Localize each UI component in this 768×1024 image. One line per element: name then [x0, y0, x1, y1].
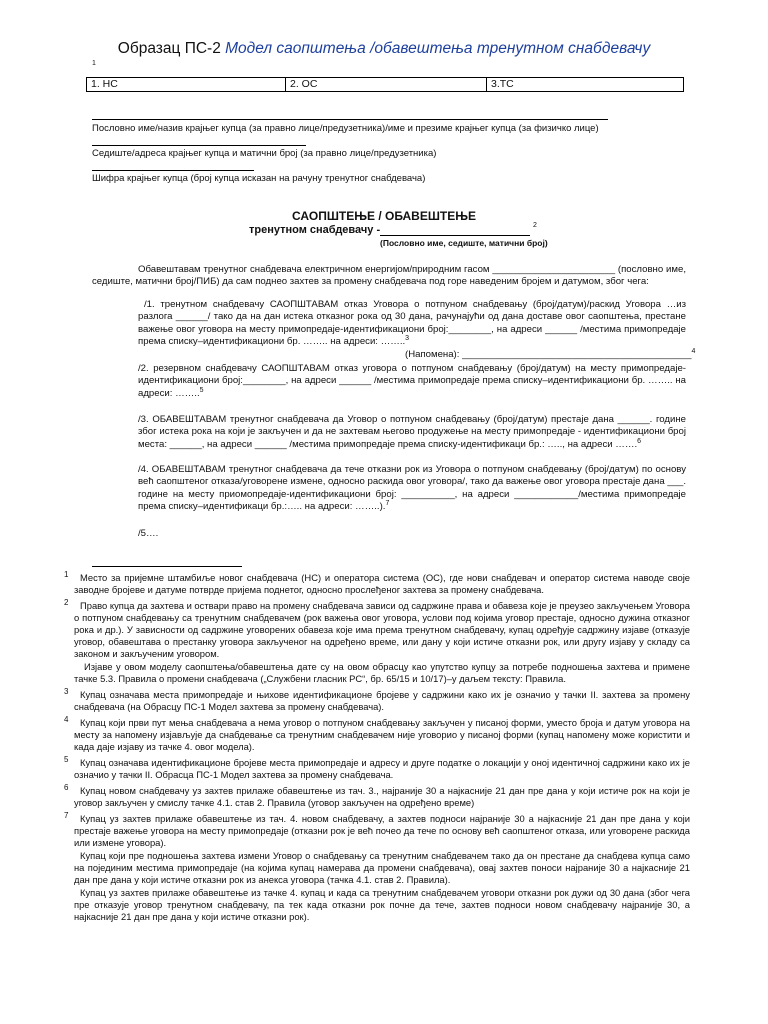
field-label-customer-address: Седиште/адреса крајњег купца и матични број (за правно лице/предузетника) [92, 148, 437, 159]
footnote-num: 7 [64, 811, 69, 820]
footnote-text: Право купца да захтева и оствари право на промену снабдевача зависи од садржине права и обавеза које је преузео закључењем Уговора о потпуном снабдевању са тренутним снабдевачем (рок важења овог уговора, услови под којима уговор престаје, односно дужина отказног рока и др.). У зависности од садржине уговорених обавеза које има према тренутном снабдевачу, купац одређује садржину изјаве (отказује уговор, обавештава о престанку уговора закљученог на одређено време, или дану у који истиче отказни рок, или другу изјаву у складу са законом и закљученим уговором. [74, 600, 690, 659]
napomena-text: (Напомена): ___________________________________________ [405, 349, 692, 360]
intro-paragraph: Обавештавам тренутног снабдевача електричном енергијом/природним гасом _______________________ (пословно име, седиште, матични број/ПИБ) да сам поднео захтев за промену снабдевача под горе наведеним бројем и датумом, због чега: [92, 264, 686, 288]
footnote-3 [64, 689, 690, 713]
footnote-num: 6 [64, 783, 69, 792]
recipient-type-table [86, 77, 684, 92]
footnote-separator [92, 566, 242, 567]
field-line-customer-address[interactable] [92, 145, 306, 146]
footnote-ref-5: 5 [199, 386, 204, 394]
footnotes [64, 572, 690, 923]
field-line-customer-name[interactable] [92, 119, 608, 120]
item-2-text: /2. резервном снабдевачу САОПШТАВАМ отказ уговора о потпуном снабдевању (број/датум) на месту примопредаје-идентификациони број:________, на адреси ______ /местима примопредаје према списку–идентификациони бр. …….. на адреси: …….. [138, 363, 686, 399]
item-1-text: /1. тренутном снабдевачу САОПШТАВАМ отказ Уговора о потпуном снабдевању (број/датум)/раскид Уговора …из разлога ______/ тако да на дан истека отказног рока од 30 дана, рачунајући од дана доставе овог саопштења, престане важење овог уговора на месту примопредаје-идентификациони број:________, на адреси ______ /местима примопредаје према списку–идентификациони бр. …….. на адреси: …….. [138, 299, 686, 348]
item-4-paragraph [138, 464, 686, 514]
item-2-paragraph [138, 363, 686, 400]
footnote-4 [64, 717, 690, 753]
footnote-7 [64, 813, 690, 849]
footnote-7-continued-a [64, 850, 690, 886]
item-4-text: /4. ОБАВЕШТАВАМ тренутног снабдевача да тече отказни рок из Уговора о потпуном снабдевању (број/датум) по основу већ саопштеног отказа/уговорене измене, односно раскида овог уговора/, тако да важење овог уговора престаје дана ___. године на месту приомопредаје-идентификациони број: __________, на адреси ____________/местима примопредаје према списку–идентификаци бр.:….. на адреси: ……..). [138, 464, 686, 513]
footnote-text: Купац новом снабдевачу уз захтев прилаже обавештење из тач. 3., најраније 30 а најкасније 21 дан пре дана у који истиче рок на који је уговор закључен у смислу тачке 4.1. став 2. Правила (уговор закључен на одређено време) [74, 785, 690, 808]
footnote-ref-4: 4 [691, 347, 696, 355]
footnote-ref-6: 6 [637, 437, 642, 445]
footnote-7-continued-b [64, 887, 690, 923]
type-cell-ts: 3.ТС [487, 78, 684, 92]
field-label-customer-name: Пословно име/назив крајњег купца (за правно лице/предузетника)/име и презиме крајњег купца (за физичко лице) [92, 123, 599, 134]
footnote-num: 5 [64, 755, 69, 764]
footnote-text: Изјаве у овом моделу саопштења/обавештења дате су на овом обрасцу као упутство купцу за потребе подношења захтева и примене тачке 5.3. Правила о промени снабдевача („Службени гласник РС“, бр. 65/15 и 10/17)–у даљем тексту: Правила. [74, 661, 690, 684]
footnote-num: 4 [64, 715, 69, 724]
recipient-hint: (Пословно име, седиште, матични број) [380, 238, 548, 248]
footnote-text: Место за пријемне штамбиље новог снабдевача (НС) и оператора система (ОС), где нови снабдевач и оператор система наводе своје заводне бројеве и датуме потврде пријема поднетог, односно прослеђеног захтева за промену снабдевача. [74, 572, 690, 595]
footnote-text: Купац означава места примопредаје и њихове идентификационе бројеве у садржини како их је означио у тачки II. захтева за промену снабдевача (на Обрасцу ПС-1 Модел захтева за промену снабдевача). [74, 689, 690, 712]
footnote-text: Купац уз захтев прилаже обавештење из тач. 4. новом снабдевачу, а захтев подноси најраније 30 а најкасније 21 дан пре дана у који престаје важење уговора на месту примопредаје (отказни рок је већ почео да тече по основу већ саопштеног отказа, или уговорене раскида или измене уговора). [74, 813, 690, 848]
form-title [0, 40, 768, 58]
item-5-text: /5…. [138, 528, 159, 539]
type-cell-ns: 1. НС [87, 78, 286, 92]
field-label-customer-code: Шифра крајњег купца (број купца исказан на рачуну тренутног снабдевача) [92, 173, 426, 184]
item-1-paragraph [138, 299, 686, 349]
recipient-label: тренутном снабдевачу - [249, 224, 381, 236]
recipient-name-line[interactable] [380, 235, 530, 236]
footnote-ref-3: 3 [405, 335, 410, 343]
napomena-line [405, 349, 695, 360]
notice-heading: САОПШТЕЊЕ / ОБАВЕШТЕЊЕ [292, 209, 476, 223]
footnote-num: 3 [64, 687, 69, 696]
type-cell-os: 2. ОС [286, 78, 487, 92]
item-3-paragraph [138, 414, 686, 451]
footnote-1 [64, 572, 690, 596]
footnote-text: Купац означава идентификационе бројеве места примопредаје и адресу и друге податке о локацији у оној идентичној садржини како их је означио у тачки II. Обрасца ПС-1 Модел захтева за промену снабдевача. [74, 757, 690, 780]
form-label: Образац ПС-2 [117, 40, 221, 57]
footnote-text: Купац уз захтев прилаже обавештење из тачке 4. купац и када са тренутним снабдевачем уговори отказни рок дужи од 30 дана (због чега пре отказује уговор тренутном снабдевачу, па тек када отказни рок почне да тече, захтев подноси новом снабдевачу најраније 30, а најкасније 21 дан пре дана у који истиче отказни рок). [74, 887, 690, 922]
footnote-ref-2: 2 [533, 222, 537, 229]
item-3-text: /3. ОБАВЕШТАВАМ тренутног снабдевача да Уговор о потпуном снабдевању (број/датум) престаје дана ______. године због истека рока на који је закључен и да не захтевам његово продужење на месту примопредаје - идентификациони број места: ______, на адреси ______ /местима примопредаје према списку-идентификаци бр.: ….., на адреси ……. [138, 414, 686, 450]
footnote-ref-1: 1 [92, 60, 96, 67]
footnote-num: 1 [64, 570, 69, 579]
footnote-ref-7: 7 [385, 500, 390, 508]
field-line-customer-code[interactable] [92, 170, 254, 171]
form-subtitle: Модел саопштења /обавештења тренутном снабдевачу [225, 40, 651, 57]
footnote-num: 2 [64, 598, 69, 607]
footnote-text: Купац који први пут мења снабдевача а нема уговор о потпуном снабдевању закључен у писаној форми, уместо броја и датум уговора на месту за напомену изјављује да снабдевање са тренутним снабдевачем није уговорио у писаној форми (купац напомену може користити и када даје изјаву из тачке 4. овог модела). [74, 717, 690, 752]
footnote-2-continued [64, 661, 690, 685]
footnote-2 [64, 600, 690, 660]
footnote-text: Купац који пре подношења захтева измени Уговор о снабдевању са тренутним снабдевачем тако да он престане да снабдева купца само на појединим местима примопредаје (на којима купац намерава да промени снабдевача), овај захтев поноси најраније 30 а најкасније 21 дан пре дана у који истиче отказни рок из анекса уговора (тачка 4.1. став 2. Правила). [74, 850, 690, 885]
footnote-6 [64, 785, 690, 809]
footnote-5 [64, 757, 690, 781]
